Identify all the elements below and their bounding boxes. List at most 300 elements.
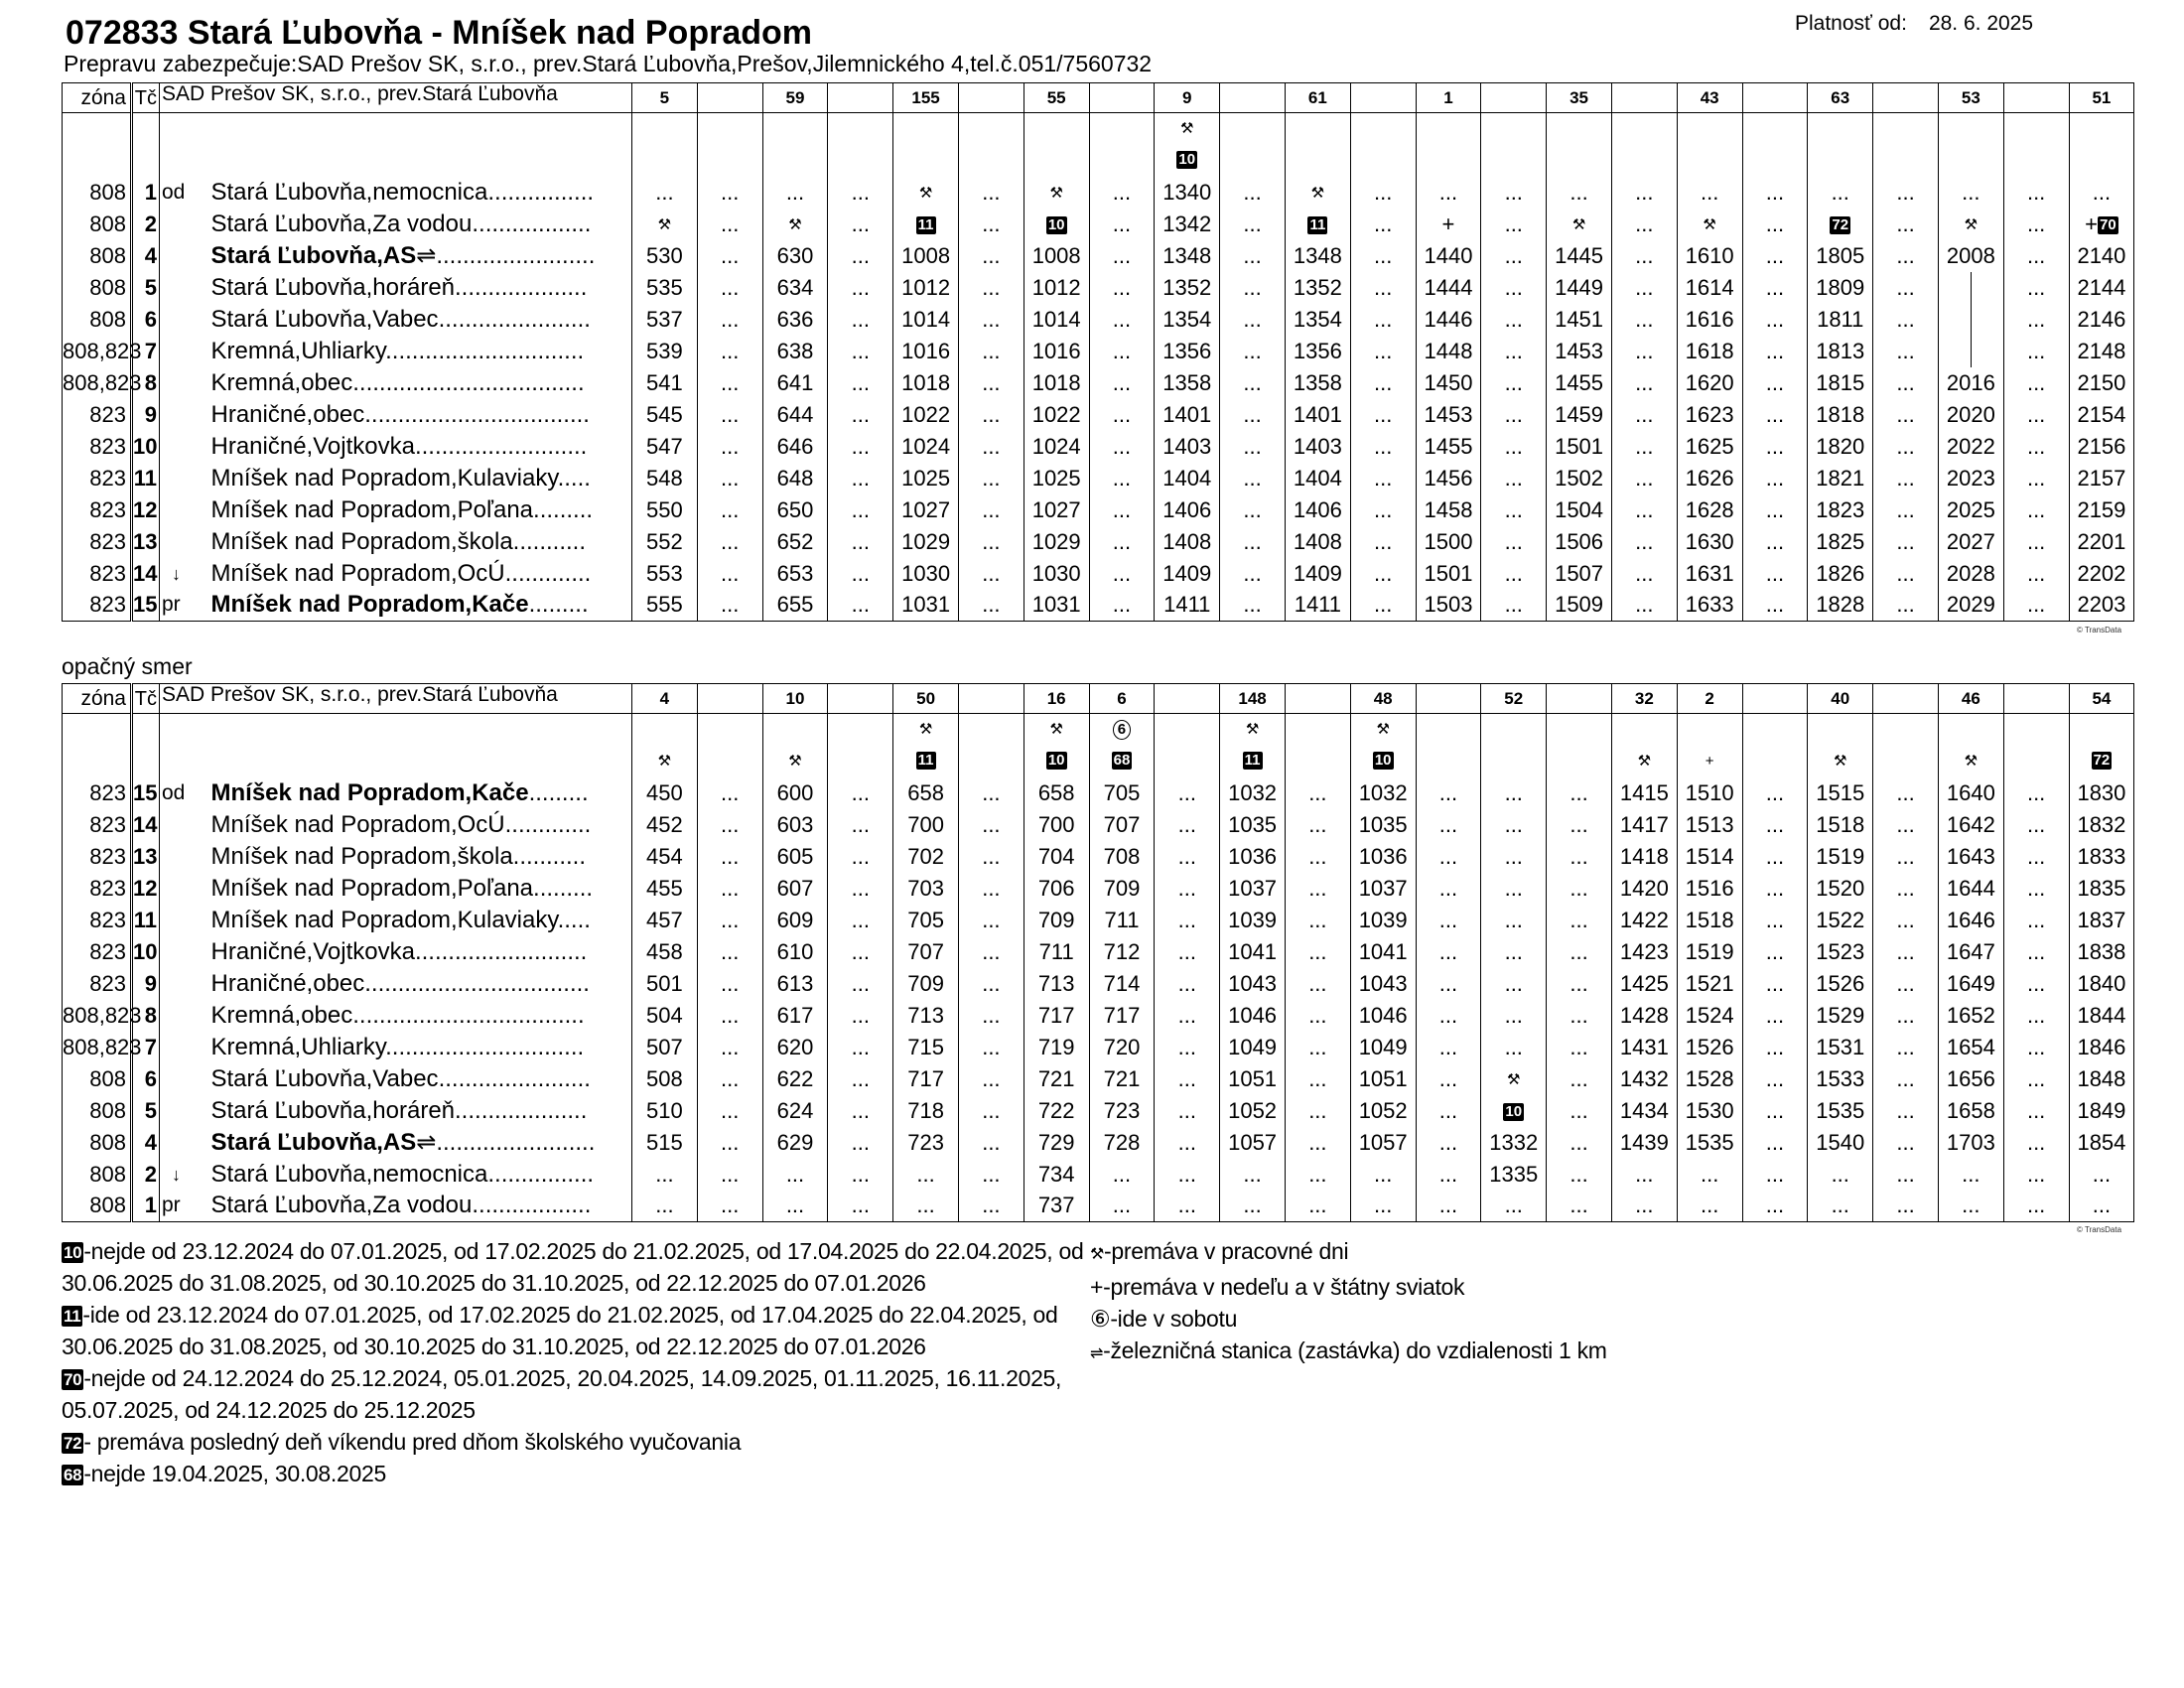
time-cell: ... <box>958 1032 1024 1063</box>
trip-number: 63 <box>1808 83 1873 113</box>
station-name <box>200 494 632 526</box>
symbol-cell <box>1024 145 1089 177</box>
time-cell: ... <box>1742 905 1808 936</box>
time-cell: 1035 <box>1220 809 1286 841</box>
time-cell: 715 <box>893 1032 959 1063</box>
symbol-cell <box>1089 714 1155 746</box>
time-cell: ... <box>828 809 893 841</box>
trip-number-header[interactable] <box>63 83 2134 113</box>
leader-dots: .................................. <box>364 969 590 997</box>
trip-number <box>697 684 762 714</box>
time-cell: 711 <box>1089 905 1155 936</box>
legend-symbol-icon: ⑥ <box>1090 1306 1111 1332</box>
time-cell: 734 <box>1024 1159 1089 1191</box>
time-cell: 504 <box>632 1000 698 1032</box>
leader-dots: ............. <box>504 559 592 587</box>
time-cell: ... <box>1873 1063 1939 1095</box>
time-cell: ... <box>697 336 762 367</box>
time-cell: 1644 <box>1938 873 2003 905</box>
time-cell: ... <box>2003 240 2069 272</box>
time-cell: 1406 <box>1285 494 1350 526</box>
stop-row <box>63 240 2134 272</box>
time-cell: ... <box>697 240 762 272</box>
time-cell: ... <box>1742 936 1808 968</box>
time-cell: 634 <box>762 272 828 304</box>
time-cell: 617 <box>762 1000 828 1032</box>
time-cell: ... <box>1742 177 1808 209</box>
stop-row <box>63 209 2134 240</box>
leader-dots: .................. <box>472 210 592 237</box>
time-cell: ... <box>828 1095 893 1127</box>
time-cell: 1504 <box>1547 494 1612 526</box>
station-name <box>200 873 632 905</box>
time-cell: ... <box>1742 558 1808 590</box>
validity-label: Platnosť od: <box>1795 12 1907 35</box>
stop-row <box>63 526 2134 558</box>
time-cell: ... <box>1873 526 1939 558</box>
symbol-cell <box>1285 714 1350 746</box>
station-name-text: Mníšek nad Popradom,Poľana <box>210 495 534 523</box>
saturday-icon: 6 <box>1113 720 1131 740</box>
time-cell: ... <box>1742 1063 1808 1095</box>
time-cell: 1633 <box>1677 590 1742 622</box>
time-cell: 1658 <box>1938 1095 2003 1127</box>
time-cell: ... <box>1742 431 1808 463</box>
time-cell <box>2069 209 2134 240</box>
time-cell: ... <box>1742 336 1808 367</box>
time-cell: ... <box>1155 1159 1220 1191</box>
station-name-text: Hraničné,Vojtkovka <box>210 432 415 460</box>
time-cell: 2148 <box>2069 336 2134 367</box>
zone-cell <box>63 714 132 746</box>
time-cell: ... <box>697 968 762 1000</box>
leader-dots: ................ <box>487 1160 595 1188</box>
time-cell: 1406 <box>1155 494 1220 526</box>
time-cell: 1348 <box>1285 240 1350 272</box>
stop-row <box>63 177 2134 209</box>
time-cell: ... <box>2069 1191 2134 1222</box>
zone-cell: 808 <box>63 272 132 304</box>
stop-row <box>63 336 2134 367</box>
trip-number <box>1547 684 1612 714</box>
time-cell: 458 <box>632 936 698 968</box>
station-name <box>200 209 632 240</box>
trip-number <box>1742 83 1808 113</box>
time-cell: ... <box>828 1000 893 1032</box>
time-cell: 700 <box>1024 809 1089 841</box>
footnote-text: -nejde od 23.12.2024 do 07.01.2025, od 17.02.2025 do 21.02.2025, od 17.04.2025 do 22.04.2025, od 30.06.2025 do 31.08.2025, od 30.10.2025 do 31.10.2025, od 22.12.2025 do 07.01.2026 <box>62 1238 1084 1296</box>
symbol-cell <box>762 746 828 777</box>
stop-row <box>63 1159 2134 1191</box>
time-cell: 1826 <box>1808 558 1873 590</box>
station-name-text: Kremná,Uhliarky <box>210 337 386 364</box>
symbol-cell <box>1938 746 2003 777</box>
carrier-header: SAD Prešov SK, s.r.o., prev.Stará Ľubovňa <box>160 83 632 113</box>
time-cell: 1356 <box>1285 336 1350 367</box>
time-cell: ... <box>1873 590 1939 622</box>
symbol-cell <box>1220 113 1286 145</box>
time-cell: ... <box>1481 873 1547 905</box>
legend-item <box>1090 1335 1785 1370</box>
time-cell: 1815 <box>1808 367 1873 399</box>
time-cell: ... <box>697 936 762 968</box>
zone-cell: 808 <box>63 1095 132 1127</box>
time-cell: ... <box>1481 1032 1547 1063</box>
time-cell: ... <box>828 399 893 431</box>
time-cell: ... <box>1285 1127 1350 1159</box>
time-cell: 1501 <box>1416 558 1481 590</box>
time-cell: ... <box>828 968 893 1000</box>
time-cell: ... <box>1155 873 1220 905</box>
time-cell: 713 <box>893 1000 959 1032</box>
time-cell: 652 <box>762 526 828 558</box>
station-name <box>200 1000 632 1032</box>
dir-cell <box>160 905 200 936</box>
station-name <box>200 463 632 494</box>
time-cell: ... <box>1350 1159 1416 1191</box>
dir-cell <box>160 841 200 873</box>
time-cell: 1509 <box>1547 590 1612 622</box>
station-name-text: Stará Ľubovňa,Za vodou <box>210 1192 473 1219</box>
time-cell: ... <box>1416 905 1481 936</box>
time-cell: 1025 <box>1024 463 1089 494</box>
time-cell: 457 <box>632 905 698 936</box>
time-cell: 1440 <box>1416 240 1481 272</box>
tc-header: Tč <box>132 83 160 113</box>
time-cell: ... <box>1350 336 1416 367</box>
time-cell: 1514 <box>1677 841 1742 873</box>
time-cell: 1012 <box>893 272 959 304</box>
leader-dots: ........... <box>512 842 587 870</box>
trip-number <box>1089 83 1155 113</box>
time-cell: 1818 <box>1808 399 1873 431</box>
time-cell: 1513 <box>1677 809 1742 841</box>
dir-cell <box>160 209 200 240</box>
time-cell: ... <box>1742 1032 1808 1063</box>
footnote-text: -ide od 23.12.2024 do 07.01.2025, od 17.02.2025 do 21.02.2025, od 17.04.2025 do 22.04.2025, od 30.06.2025 do 31.08.2025, od 30.10.2025 do 31.10.2025, od 22.12.2025 do 07.01.2026 <box>62 1302 1058 1359</box>
trip-number <box>1611 83 1677 113</box>
time-cell: ... <box>828 777 893 809</box>
leader-dots: .................................. <box>364 400 590 428</box>
station-name <box>200 399 632 431</box>
time-cell: 507 <box>632 1032 698 1063</box>
transdata-credit: © TransData <box>2077 626 2122 634</box>
time-cell: ... <box>1873 1159 1939 1191</box>
operator-info: Prepravu zabezpečuje:SAD Prešov SK, s.r.o., prev.Stará Ľubovňa,Prešov,Jilemnického 4,tel.č.051/7560732 <box>64 51 1153 76</box>
time-cell: ... <box>1220 526 1286 558</box>
time-cell: ... <box>1808 1191 1873 1222</box>
workday-icon: ⚒ <box>657 216 672 233</box>
time-cell: ... <box>958 399 1024 431</box>
time-cell: 1813 <box>1808 336 1873 367</box>
time-cell: 2016 <box>1938 367 2003 399</box>
time-cell: 737 <box>1024 1191 1089 1222</box>
leader-dots: ......... <box>528 778 589 806</box>
trip-number <box>1742 684 1808 714</box>
time-cell: 1446 <box>1416 304 1481 336</box>
workday-icon: ⚒ <box>1964 752 1979 770</box>
time-cell: 1408 <box>1155 526 1220 558</box>
time-cell: ... <box>1089 558 1155 590</box>
zone-cell: 808 <box>63 1063 132 1095</box>
symbol-cell <box>1089 113 1155 145</box>
symbol-cell <box>828 113 893 145</box>
stop-row <box>63 841 2134 873</box>
station-name <box>200 367 632 399</box>
time-cell: ... <box>2003 936 2069 968</box>
time-cell: 1642 <box>1938 809 2003 841</box>
time-cell: ... <box>1220 367 1286 399</box>
time-cell: ... <box>2003 209 2069 240</box>
time-cell: 1420 <box>1611 873 1677 905</box>
time-cell: ... <box>828 209 893 240</box>
time-cell: 1030 <box>1024 558 1089 590</box>
time-cell: 1623 <box>1677 399 1742 431</box>
symbol-cell <box>1350 746 1416 777</box>
station-name-text: Stará Ľubovňa,nemocnica <box>210 1160 488 1188</box>
symbol-cell <box>1481 746 1547 777</box>
leader-dots: ..... <box>557 906 591 933</box>
stop-row <box>63 905 2134 936</box>
time-cell: 1626 <box>1677 463 1742 494</box>
station-name-text: Mníšek nad Popradom,Poľana <box>210 874 534 902</box>
trip-number <box>697 83 762 113</box>
legend-symbol-icon: ⚒ <box>1090 1246 1105 1263</box>
time-cell: ... <box>1220 590 1286 622</box>
symbol-cell <box>632 145 698 177</box>
footnotes <box>62 1235 1104 1489</box>
station-cell <box>200 714 632 746</box>
time-cell <box>1547 209 1612 240</box>
time-cell: ... <box>1873 240 1939 272</box>
symbol-cell <box>1155 714 1220 746</box>
time-cell: ... <box>1350 1191 1416 1222</box>
time-cell: 1352 <box>1155 272 1220 304</box>
leader-dots: .............................. <box>385 337 585 364</box>
time-cell: ... <box>1416 1159 1481 1191</box>
time-cell: ... <box>2003 1000 2069 1032</box>
time-cell: ... <box>1873 1127 1939 1159</box>
time-cell: ... <box>632 177 698 209</box>
tc-cell: 15 <box>132 590 160 622</box>
time-cell <box>632 209 698 240</box>
time-cell: 1524 <box>1677 1000 1742 1032</box>
time-cell: 1423 <box>1611 936 1677 968</box>
symbol-cell <box>1873 145 1939 177</box>
time-cell: ... <box>1873 209 1939 240</box>
stop-row <box>63 968 2134 1000</box>
time-cell: ... <box>828 463 893 494</box>
time-cell: ... <box>1547 177 1612 209</box>
pass-through-line <box>1971 336 1972 367</box>
time-cell: ... <box>1089 526 1155 558</box>
time-cell: ... <box>1285 968 1350 1000</box>
time-cell: ... <box>1350 304 1416 336</box>
time-cell: ... <box>828 431 893 463</box>
trip-number: 148 <box>1220 684 1286 714</box>
stop-row <box>63 1095 2134 1127</box>
pass-through-line <box>1971 304 1972 336</box>
time-cell: ... <box>1742 526 1808 558</box>
time-cell: 609 <box>762 905 828 936</box>
symbol-cell <box>1742 714 1808 746</box>
symbol-cell <box>2003 746 2069 777</box>
time-cell: 539 <box>632 336 698 367</box>
time-cell: ... <box>828 1159 893 1191</box>
trip-number: 43 <box>1677 83 1742 113</box>
time-cell: ... <box>1481 336 1547 367</box>
time-cell: ... <box>958 209 1024 240</box>
time-cell: 712 <box>1089 936 1155 968</box>
time-cell: ... <box>1742 240 1808 272</box>
time-cell: 1008 <box>1024 240 1089 272</box>
time-cell: 1528 <box>1677 1063 1742 1095</box>
time-cell: ... <box>697 304 762 336</box>
stop-row <box>63 1032 2134 1063</box>
timetable-direction-2 <box>62 683 2134 1222</box>
time-cell: 624 <box>762 1095 828 1127</box>
time-cell: 1036 <box>1220 841 1286 873</box>
time-cell: 1649 <box>1938 968 2003 1000</box>
zone-cell: 808 <box>63 1127 132 1159</box>
station-name <box>200 336 632 367</box>
time-cell: ... <box>697 905 762 936</box>
zone-cell: 823 <box>63 905 132 936</box>
station-cell <box>200 746 632 777</box>
symbol-cell <box>1155 746 1220 777</box>
time-cell: ... <box>1220 209 1286 240</box>
time-cell: 452 <box>632 809 698 841</box>
leader-dots: ....................... <box>438 1064 591 1092</box>
time-cell: ... <box>1742 809 1808 841</box>
time-cell: ... <box>2003 1127 2069 1159</box>
zone-cell: 808 <box>63 304 132 336</box>
carrier-header: SAD Prešov SK, s.r.o., prev.Stará Ľubovňa <box>160 684 632 714</box>
time-cell <box>1285 209 1350 240</box>
time-cell: ... <box>2003 905 2069 936</box>
time-cell: ... <box>1873 905 1939 936</box>
time-cell: ... <box>1220 240 1286 272</box>
symbol-cell <box>1547 714 1612 746</box>
trip-number <box>1285 684 1350 714</box>
time-cell: ... <box>1089 209 1155 240</box>
time-cell: 1057 <box>1350 1127 1416 1159</box>
time-cell: ... <box>1481 526 1547 558</box>
trip-number: 55 <box>1024 83 1089 113</box>
time-cell: ... <box>2003 272 2069 304</box>
time-cell: 1409 <box>1155 558 1220 590</box>
direction-label: od <box>162 180 186 204</box>
time-cell: ... <box>1873 177 1939 209</box>
footnote-text: -nejde 19.04.2025, 30.08.2025 <box>83 1461 386 1486</box>
time-cell: ... <box>1742 209 1808 240</box>
time-cell: 1533 <box>1808 1063 1873 1095</box>
time-cell: 707 <box>893 936 959 968</box>
time-cell: 1041 <box>1220 936 1286 968</box>
trip-number: 54 <box>2069 684 2134 714</box>
symbol-cell <box>632 113 698 145</box>
pass-through-line <box>1971 272 1972 304</box>
time-cell: ... <box>1155 1191 1220 1222</box>
time-cell: 2025 <box>1938 494 2003 526</box>
dir-cell <box>160 777 200 809</box>
time-cell: 1456 <box>1416 463 1481 494</box>
time-cell: 515 <box>632 1127 698 1159</box>
time-cell: ... <box>1873 272 1939 304</box>
station-name-text: Mníšek nad Popradom,škola <box>210 527 513 555</box>
dir-cell <box>160 145 200 177</box>
symbol-cell <box>1220 746 1286 777</box>
symbol-row <box>63 714 2134 746</box>
dir-cell <box>160 873 200 905</box>
time-cell: ... <box>697 1095 762 1127</box>
time-cell: ... <box>1350 558 1416 590</box>
symbol-cell <box>1742 145 1808 177</box>
time-cell: 553 <box>632 558 698 590</box>
station-name-text: Kremná,obec <box>210 368 353 396</box>
dir-cell <box>160 526 200 558</box>
time-cell: ... <box>1350 240 1416 272</box>
time-cell: ... <box>697 526 762 558</box>
trip-number-header[interactable] <box>63 684 2134 714</box>
symbol-cell <box>2003 714 2069 746</box>
symbol-cell <box>893 714 959 746</box>
stop-row <box>63 494 2134 526</box>
trip-number <box>1416 684 1481 714</box>
time-cell: 1016 <box>893 336 959 367</box>
time-cell: 1342 <box>1155 209 1220 240</box>
zone-cell <box>63 746 132 777</box>
time-cell: ... <box>1742 1191 1808 1222</box>
time-cell: 717 <box>1089 1000 1155 1032</box>
symbol-cell <box>1742 746 1808 777</box>
time-cell: ... <box>1089 399 1155 431</box>
service-code-tag: 10 <box>1047 752 1065 770</box>
station-name-text: Mníšek nad Popradom,Kače <box>210 591 529 619</box>
leader-dots: .......................... <box>414 937 588 965</box>
time-cell: ... <box>2069 177 2134 209</box>
symbol-cell <box>1416 714 1481 746</box>
trip-number: 6 <box>1089 684 1155 714</box>
time-cell: ... <box>1742 494 1808 526</box>
time-cell: 1049 <box>1350 1032 1416 1063</box>
time-cell: 1032 <box>1220 777 1286 809</box>
time-cell: ... <box>958 1063 1024 1095</box>
symbol-cell <box>1742 113 1808 145</box>
stop-row <box>63 399 2134 431</box>
time-cell: ... <box>1155 777 1220 809</box>
symbol-cell <box>1350 145 1416 177</box>
time-cell <box>1285 177 1350 209</box>
time-cell: 1646 <box>1938 905 2003 936</box>
time-cell: ... <box>2003 526 2069 558</box>
time-cell: ... <box>1547 809 1612 841</box>
legend-text: -ide v sobotu <box>1110 1306 1238 1332</box>
time-cell: 1444 <box>1416 272 1481 304</box>
time-cell: ... <box>1350 399 1416 431</box>
time-cell: 2020 <box>1938 399 2003 431</box>
leader-dots: .............................. <box>385 1033 585 1060</box>
tc-cell: 6 <box>132 1063 160 1095</box>
time-cell: ... <box>1285 905 1350 936</box>
time-cell: 1404 <box>1285 463 1350 494</box>
time-cell: 1022 <box>893 399 959 431</box>
workday-icon: ⚒ <box>1703 216 1716 233</box>
trip-number: 46 <box>1938 684 2003 714</box>
time-cell: 2202 <box>2069 558 2134 590</box>
time-cell: ... <box>1481 905 1547 936</box>
time-cell: ... <box>697 777 762 809</box>
